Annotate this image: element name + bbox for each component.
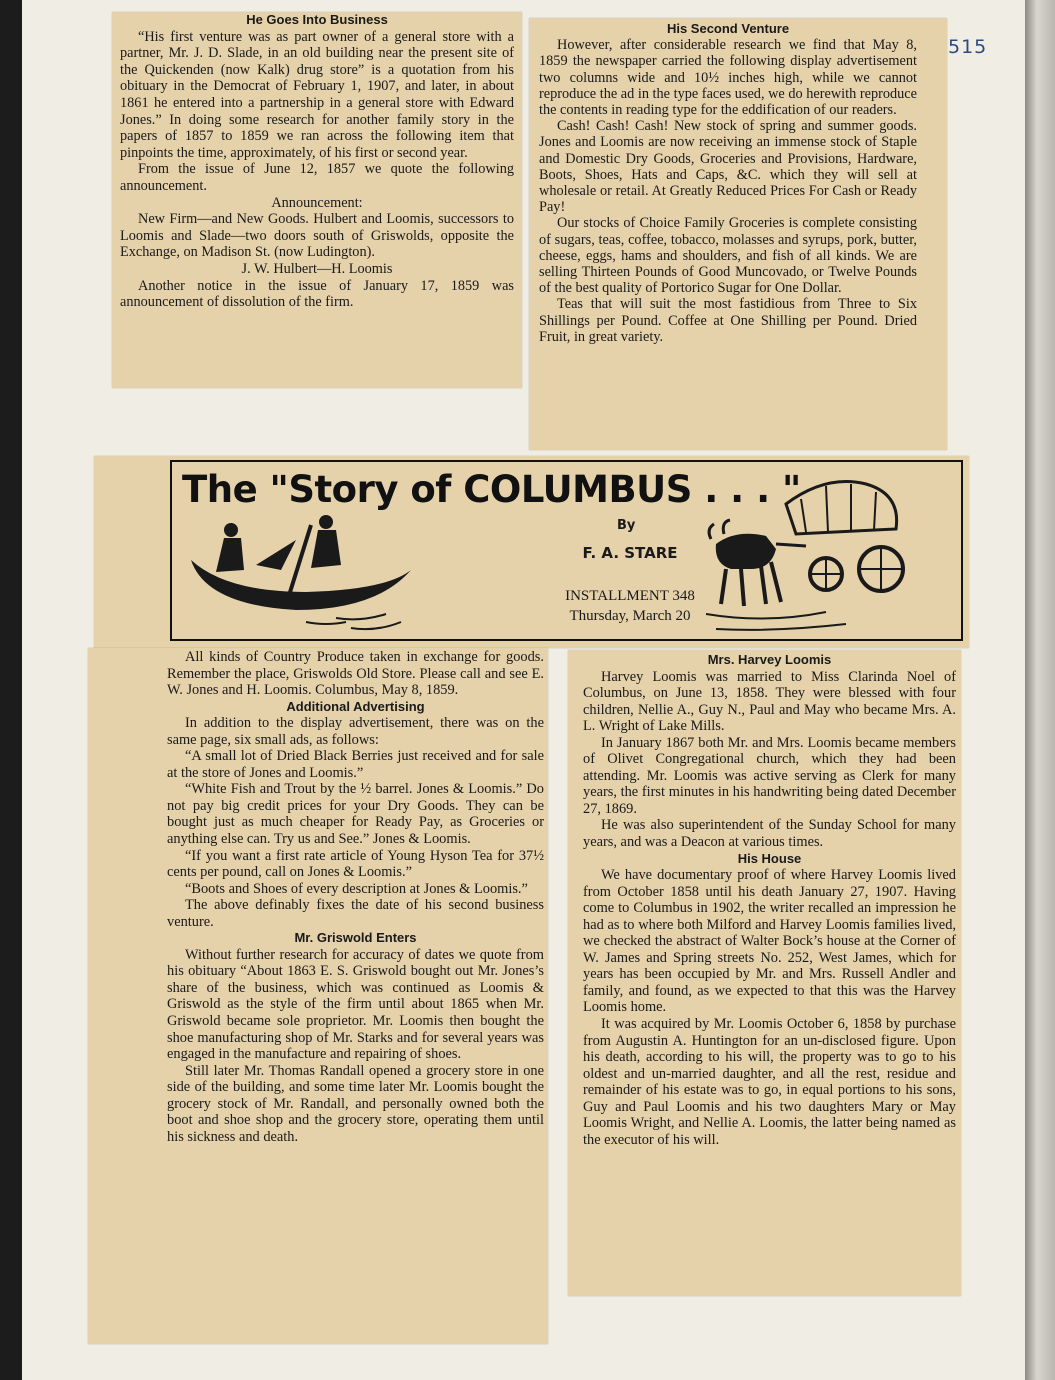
paragraph: All kinds of Country Produce taken in exchange for goods. Remember the place, Griswolds Old Store. Please call and see E. W. Jones and H. Loomis. Columbus, May 8, 1859.: [167, 649, 544, 699]
paragraph: Still later Mr. Thomas Randall opened a grocery store in one side of the building, and some time later Mr. Loomis bought the grocery stock of Mr. Randall, and personally owned both the boot and shoe shop and the grocery store, operating them until his sickness and death.: [167, 1062, 544, 1145]
canoe-illustration: [186, 510, 416, 635]
story-banner: [94, 456, 969, 648]
clipping-his-second-venture: [529, 18, 947, 450]
clipping-he-goes-into-business: [112, 12, 522, 388]
ox-wagon-illustration: [706, 474, 906, 634]
clipping-right-column: [568, 650, 961, 1296]
paragraph: Teas that will suit the most fastidious from Three to Six Shillings per Pound. Coffee at One Shilling per Pound. Dried Fruit, in great variety.: [539, 296, 917, 345]
paragraph: We have documentary proof of where Harvey Loomis lived from October 1858 until his death January 27, 1907. Having come to Columbus in 1902, the writer recalled an impression he had as to where both Milford and Harvey Loomis families lived, we checked the abstract of Walter Bock’s house at the Corner of W. James and Spring streets No. 252, West James, which for years has been occupied by Mr. and Mrs. Russell Andler and family, and found, as we expected to that this was the Harvey Loomis home.: [583, 867, 956, 1016]
section-heading-mrs-harvey-loomis: Mrs. Harvey Loomis: [707, 652, 832, 667]
page-number: 515: [948, 36, 988, 58]
section-heading-his-house: His House: [737, 850, 802, 866]
section-heading-additional-advertising: Additional Advertising: [286, 698, 425, 714]
announcement-text: New Firm—and New Goods. Hulbert and Loomis, successors to Loomis and Slade—two doors south of Griswolds, opposite the Exchange, on Madison St. (now Ludington).: [120, 211, 514, 261]
paragraph: “A small lot of Dried Black Berries just received and for sale at the store of Jones and Loomis.”: [167, 748, 544, 781]
paragraph: Cash! Cash! Cash! New stock of spring and summer goods. Jones and Loomis are now receiving an immense stock of Staple and Domestic Dry Goods, Groceries and Provisions, Hardware, Boots, Shoes, Hats and Caps, &C. which they will sell at wholesale or retail. At Greatly Reduced Prices For Cash or Ready Pay!: [539, 118, 917, 216]
clipping-heading: He Goes Into Business: [246, 12, 388, 27]
byline-by: By: [617, 518, 636, 533]
paragraph: In addition to the display advertisement, there was on the same page, six small ads, as follows:: [167, 715, 544, 748]
announcement-signature: J. W. Hulbert—H. Loomis: [241, 260, 393, 277]
paragraph: However, after considerable research we find that May 8, 1859 the newspaper carried the following display advertisement two columns wide and 10½ inches high, while we cannot reproduce the ad in the type faces used, we do herewith reproduce the contents in reading type for the eddification of our readers.: [539, 37, 917, 119]
announcement-title: Announcement:: [271, 194, 363, 211]
paragraph: Harvey Loomis was married to Miss Clarinda Noel of Columbus, on June 13, 1858. They were blessed with four children, Nellie A., Guy N., Paul and May who became Mrs. A. L. Wright of Lake Mills.: [583, 668, 956, 735]
paragraph: “His first venture was as part owner of a general store with a partner, Mr. J. D. Slade, in an old building near the present site of the Quickenden (now Kalk) drug store” is a quotation from his obituary in the Democrat of February 1, 1907, and later, in about 1861 he entered into a partnership in a general store with Edward Jones.” In doing some research for another family story in the papers of 1857 to 1859 we ran across the following item that pinpoints the time, approximately, of his first or second year.: [120, 28, 514, 161]
paragraph: “If you want a first rate article of Young Hyson Tea for 37½ cents per pound, call on Jones & Loomis.”: [167, 847, 544, 881]
installment-date: Thursday, March 20: [569, 608, 691, 624]
paragraph: It was acquired by Mr. Loomis October 6, 1858 by purchase from Augustin A. Huntington for an un-disclosed figure. Upon his death, according to his will, the property was to go to his oldest and un-married daughter, and all the rest, residue and remainder of his estate was to go, in equal portions to his sons, Guy and Paul Loomis and his two daughters Mary or May Loomis Wright, and Nellie A. Loomis, the latter being named as the executor of his will.: [583, 1016, 956, 1148]
paragraph: In January 1867 both Mr. and Mrs. Loomis became members of Olivet Congregational church, which they had been attending. Mr. Loomis was active serving as Clerk for many years, the first minutes in his handwriting being dated December 27, 1869.: [583, 734, 956, 817]
installment-number: INSTALLMENT 348: [565, 588, 695, 604]
paragraph: He was also superintendent of the Sunday School for many years, and was a Deacon at various times.: [583, 817, 956, 851]
paragraph: From the issue of June 12, 1857 we quote the following announcement.: [120, 161, 514, 194]
banner-frame: [170, 460, 963, 641]
clipping-left-column: [88, 648, 548, 1344]
banner-title: The "Story of COLUMBUS . . . ": [182, 468, 801, 511]
section-heading-mr-griswold-enters: Mr. Griswold Enters: [294, 930, 417, 946]
paragraph: Without further research for accuracy of dates we quote from his obituary “About 1863 E. S. Griswold bought out Mr. Jones’s share of the business, which was continued as Loomis & Griswold as the style of the firm until about 1865 when Mr. Griswold became sole proprietor. Mr. Loomis then bought the shoe manufacturing shop of Mr. Starks and for several years was engaged in the manufacture and repairing of shoes.: [167, 946, 544, 1063]
paragraph: “White Fish and Trout by the ½ barrel. Jones & Loomis.” Do not pay big credit prices for your Dry Goods. They can be bought just as much cheaper for Ready Pay, as Groceries or anything else can. Try us and See.” Jones & Loomis.: [167, 781, 544, 848]
paragraph: “Boots and Shoes of every description at Jones & Loomis.”: [185, 880, 528, 897]
paragraph: Another notice in the issue of January 17, 1859 was announcement of dissolution of the firm.: [120, 277, 514, 311]
clipping-heading: His Second Venture: [666, 21, 790, 36]
byline-author: F. A. STARE: [582, 544, 678, 562]
paragraph: Our stocks of Choice Family Groceries is complete consisting of sugars, teas, coffee, tobacco, molasses and syrups, pork, butter, cheese, eggs, hams and shoulders, and fish of all kinds. We are selling Thirteen Pounds of Good Muncovado, or Twelve Pounds of the best quality of Portorico Sugar for One Dollar.: [539, 215, 917, 297]
paragraph: The above definably fixes the date of his second business venture.: [167, 897, 544, 930]
page-binding-edge: [1025, 0, 1055, 1380]
